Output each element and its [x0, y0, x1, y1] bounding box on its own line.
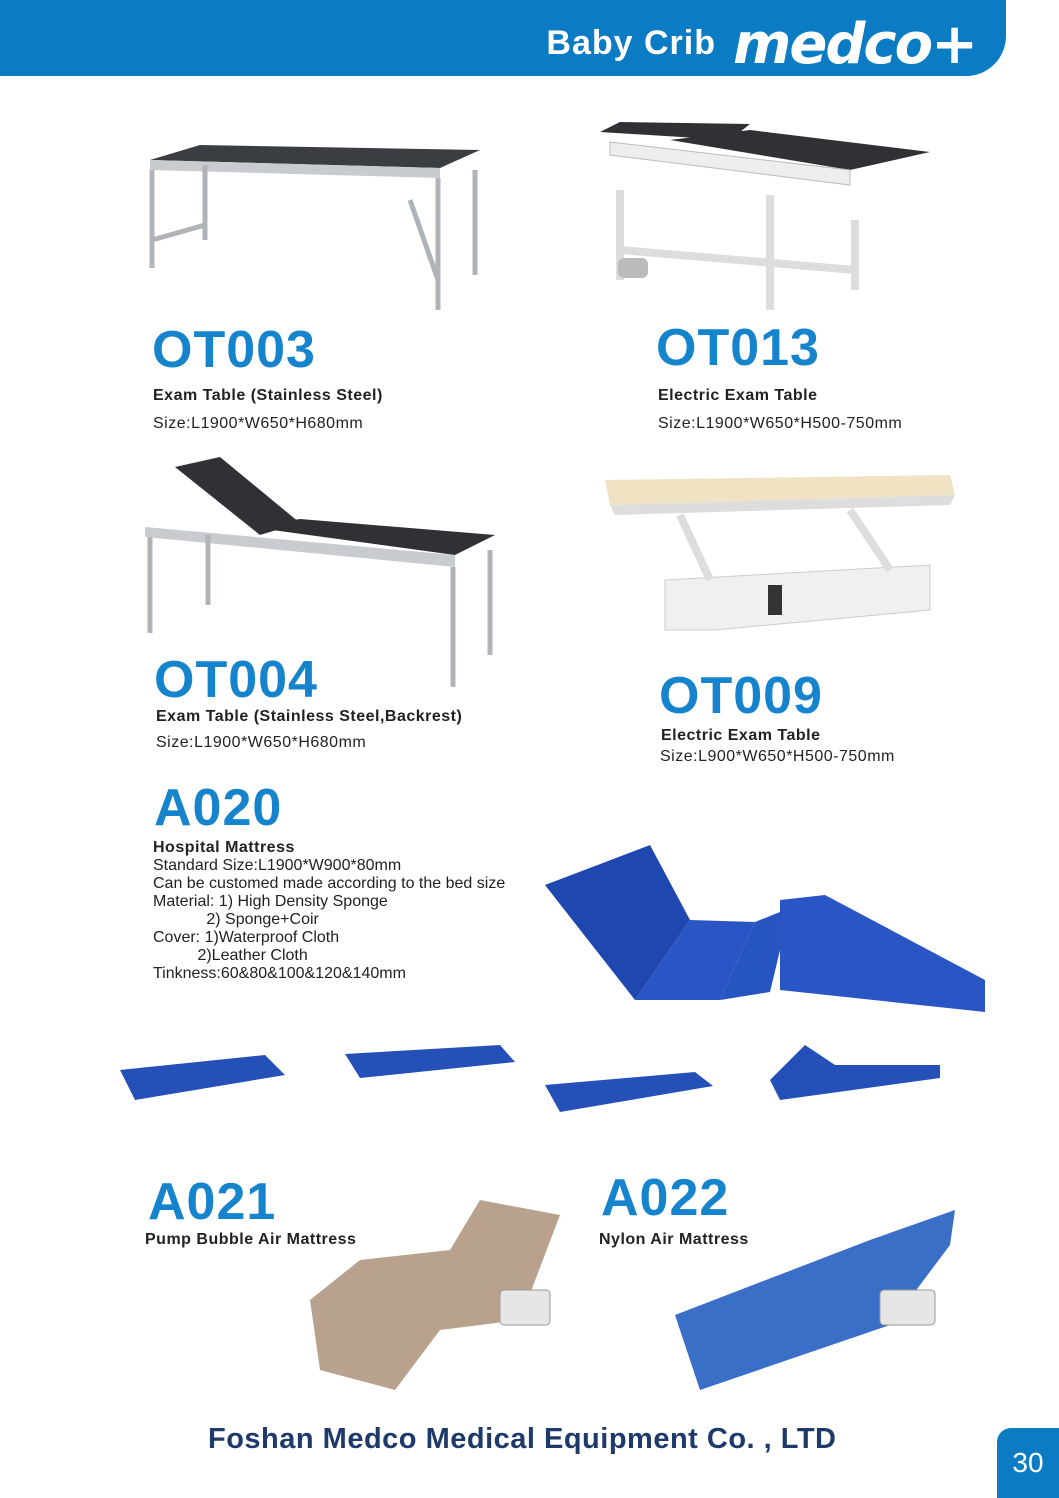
- product-name: Exam Table (Stainless Steel): [153, 387, 383, 404]
- product-size: Size:L1900*W650*H680mm: [153, 415, 364, 432]
- header-bar: [0, 0, 1006, 76]
- product-code: A021: [148, 1173, 277, 1231]
- electric-exam-table-ot013-image: [600, 120, 935, 315]
- mattress-variants-image: [115, 1040, 945, 1120]
- page-number: 30: [997, 1428, 1059, 1498]
- electric-exam-table-ot009-image: [600, 470, 960, 660]
- exam-table-ot003-image: [140, 140, 490, 320]
- spec-line: Standard Size:L1900*W900*80mm: [153, 857, 402, 874]
- product-code: A022: [601, 1169, 730, 1227]
- company-name: Foshan Medco Medical Equipment Co. , LTD: [208, 1423, 837, 1455]
- product-name: Hospital Mattress: [153, 839, 295, 856]
- product-name: Exam Table (Stainless Steel,Backrest): [156, 708, 463, 725]
- bubble-air-mattress-image: [300, 1190, 565, 1395]
- spec-line: Can be customed made according to the bed size: [153, 875, 506, 892]
- spec-line: 2)Leather Cloth: [153, 947, 308, 964]
- header-title: Baby Crib: [546, 24, 716, 62]
- spec-line: Tinkness:60&80&100&120&140mm: [153, 965, 406, 982]
- spec-line: Cover: 1)Waterproof Cloth: [153, 929, 340, 946]
- product-code: OT009: [659, 667, 823, 725]
- product-code: A020: [154, 779, 283, 837]
- product-code: OT004: [154, 651, 318, 709]
- product-size: Size:L900*W650*H500-750mm: [660, 748, 895, 765]
- product-code: OT003: [152, 321, 316, 379]
- nylon-air-mattress-image: [670, 1205, 960, 1395]
- product-name: Electric Exam Table: [658, 387, 818, 404]
- product-name: Electric Exam Table: [661, 727, 821, 744]
- product-name: Nylon Air Mattress: [599, 1231, 749, 1248]
- folded-mattress-image: [540, 840, 995, 1020]
- product-code: OT013: [656, 319, 820, 377]
- spec-line: Material: 1) High Density Sponge: [153, 893, 388, 910]
- medco-logo: medco+: [733, 12, 977, 77]
- product-name: Pump Bubble Air Mattress: [145, 1231, 357, 1248]
- product-size: Size:L1900*W650*H680mm: [156, 734, 367, 751]
- spec-line: 2) Sponge+Coir: [153, 911, 319, 928]
- mattress-description: [153, 839, 505, 983]
- product-size: Size:L1900*W650*H500-750mm: [658, 415, 903, 432]
